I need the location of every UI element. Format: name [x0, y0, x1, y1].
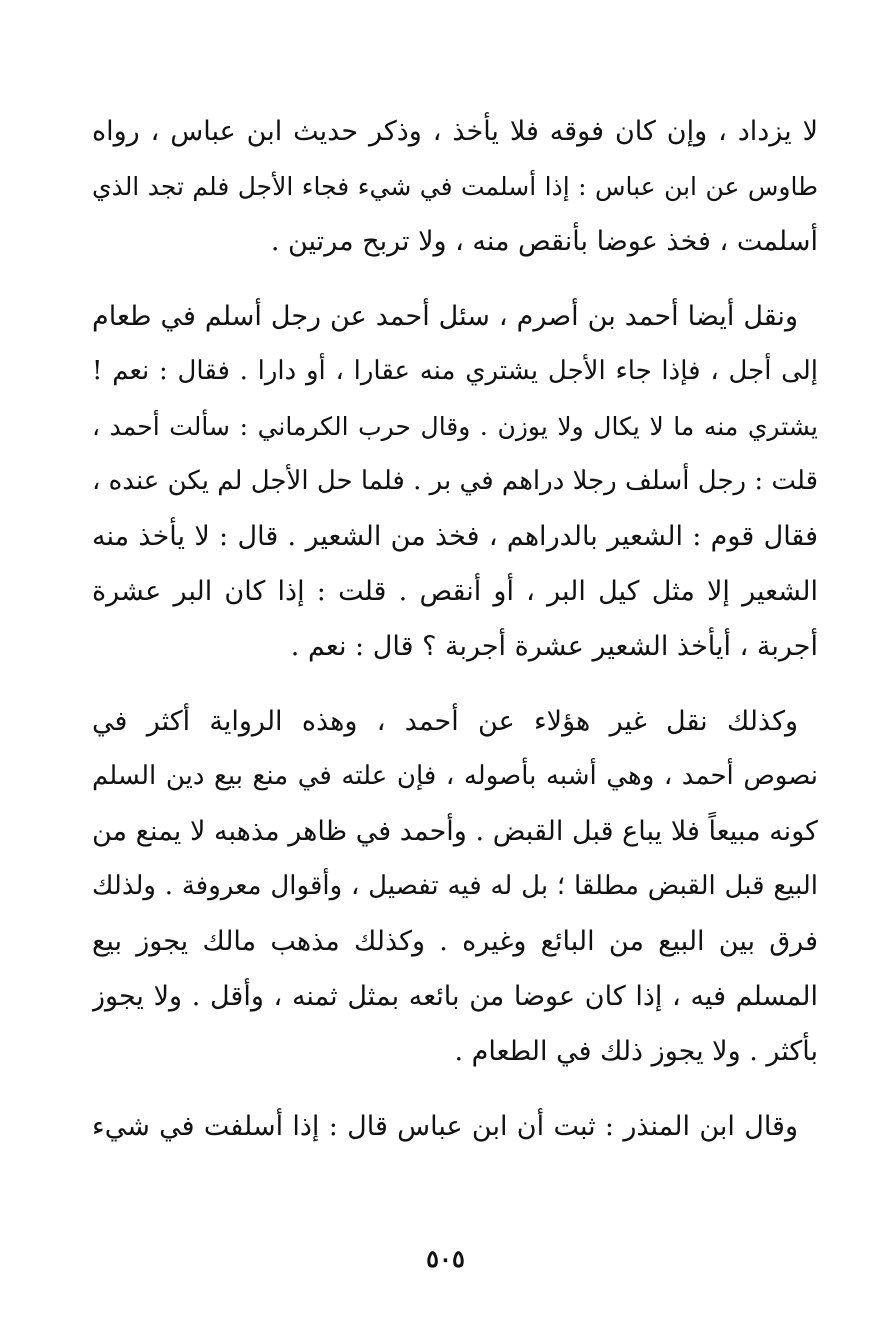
- text-line: يشتري منه ما لا يكال ولا يوزن . وقال حرب الكرماني : سألت أحمد ،: [92, 412, 818, 441]
- text-line: ونقل أيضا أحمد بن أصرم ، سئل أحمد عن رجل أسلم في طعام: [92, 301, 798, 332]
- text-line: لا يزداد ، وإن كان فوقه فلا يأخذ ، وذكر حديث ابن عباس ، رواه: [92, 116, 818, 147]
- text-line: إلى أجل ، فإذا جاء الأجل يشتري منه عقارا ، أو دارا . فقال : نعم !: [92, 356, 818, 386]
- text-line: بأكثر . ولا يجوز ذلك في الطعام .: [454, 1036, 818, 1067]
- text-line: وقال ابن المنذر : ثبت أن ابن عباس قال : إذا أسلفت في شيء: [92, 1111, 798, 1142]
- text-line: كونه مبيعاً فلا يباع قبل القبض . وأحمد في ظاهر مذهبه لا يمنع من: [92, 816, 818, 847]
- text-line: أجربة ، أيأخذ الشعير عشرة أجربة ؟ قال : نعم .: [290, 631, 818, 662]
- text-line: أسلمت ، فخذ عوضا بأنقص منه ، ولا تربح مرتين .: [270, 226, 818, 257]
- paragraph-4: [92, 1099, 818, 1154]
- text-line: قلت : رجل أسلف رجلا دراهم في بر . فلما حل الأجل لم يكن عنده ،: [92, 466, 818, 496]
- paragraph-2: [92, 289, 818, 674]
- body-text: [92, 104, 818, 1174]
- page-number: ٥٠٥: [426, 1244, 465, 1273]
- text-line: وكذلك نقل غير هؤلاء عن أحمد ، وهذه الرواية أكثر في: [92, 706, 798, 737]
- text-line: المسلم فيه ، إذا كان عوضا من بائعه بمثل ثمنه ، وأقل . ولا يجوز: [92, 981, 818, 1012]
- text-line: نصوص أحمد ، وهي أشبه بأصوله ، فإن علته في منع بيع دين السلم: [92, 761, 818, 791]
- text-line: طاوس عن ابن عباس : إذا أسلمت في شيء فجاء الأجل فلم تجد الذي: [92, 172, 818, 201]
- paragraph-3: [92, 694, 818, 1079]
- text-line: البيع قبل القبض مطلقا ؛ بل له فيه تفصيل ، وأقوال معروفة . ولذلك: [92, 871, 818, 901]
- text-line: الشعير إلا مثل كيل البر ، أو أنقص . قلت : إذا كان البر عشرة: [92, 576, 818, 607]
- paragraph-1: [92, 104, 818, 269]
- text-line: فرق بين البيع من البائع وغيره . وكذلك مذهب مالك يجوز بيع: [92, 926, 818, 957]
- text-line: فقال قوم : الشعير بالدراهم ، فخذ من الشعير . قال : لا يأخذ منه: [92, 521, 818, 552]
